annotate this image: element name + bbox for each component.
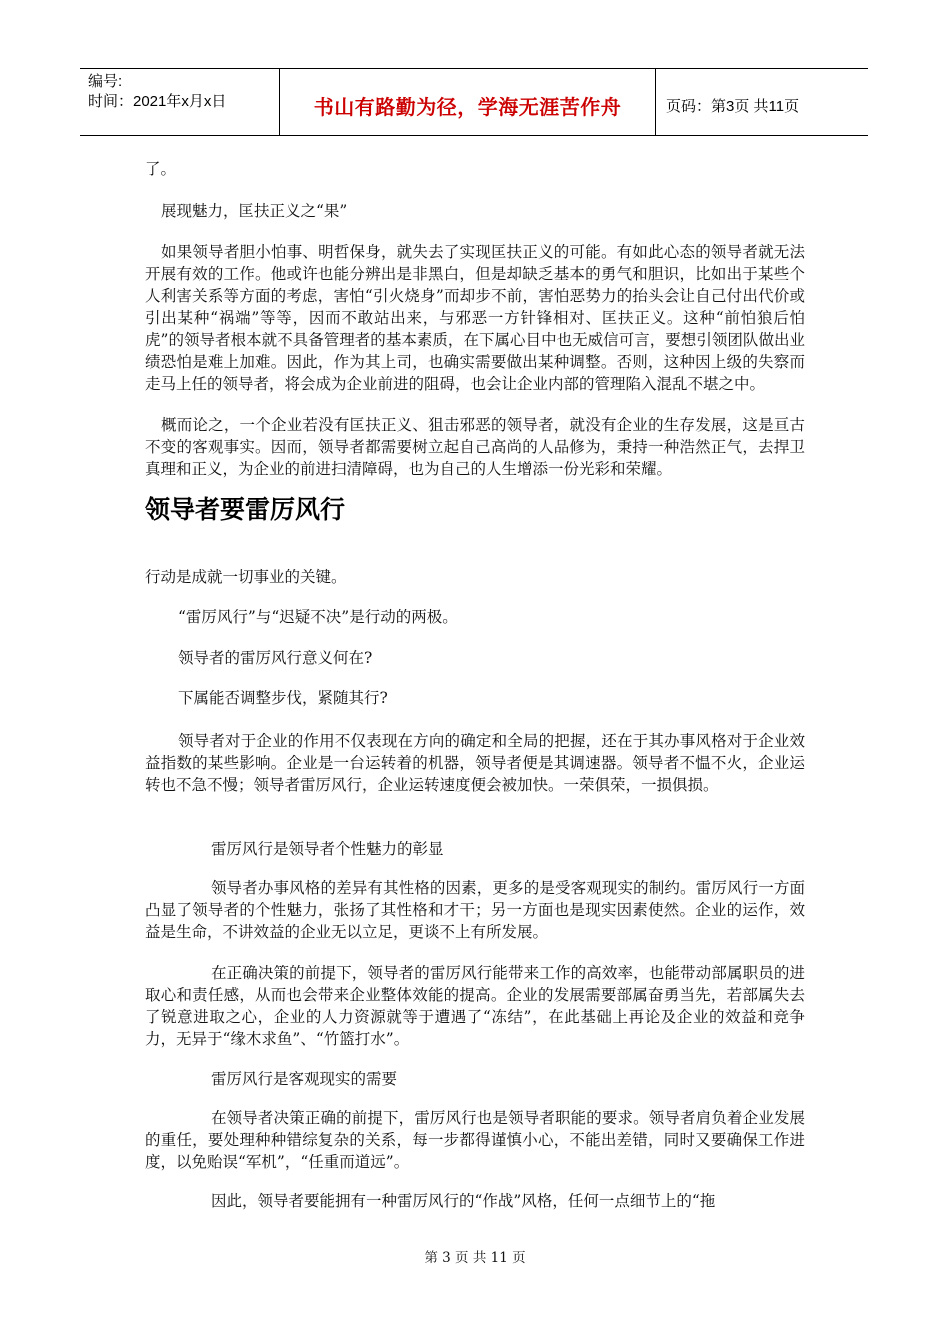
paragraph: 领导者的雷厉风行意义何在? <box>178 649 373 667</box>
document-number-label: 编号: <box>88 73 123 90</box>
header-meta <box>80 69 280 135</box>
paragraph: 了。 <box>145 160 177 178</box>
paragraph: 在领导者决策正确的前提下，雷厉风行也是领导者职能的要求。领导者肩负着企业发展的重任，要处理种种错综复杂的关系，每一步都得谨慎小心，不能出差错，同时又要确保工作进度，以免贻误“军机”，“任重而道远”。 <box>145 1109 805 1171</box>
header-motto: 书山有路勤为径，学海无涯苦作舟 <box>313 94 622 119</box>
paragraph: 行动是成就一切事业的关键。 <box>145 568 347 586</box>
paragraph: 领导者办事风格的差异有其性格的因素，更多的是受客观现实的制约。雷厉风行一方面凸显了领导者的个性魅力，张扬了其性格和才干；另一方面也是现实因素使然。企业的运作，效益是生命，不讲效益的企业无以立足，更谈不上有所发展。 <box>145 879 805 941</box>
paragraph: 因此，领导者要能拥有一种雷厉风行的“作战”风格，任何一点细节上的“拖 <box>211 1192 716 1210</box>
paragraph: 领导者对于企业的作用不仅表现在方向的确定和全局的把握，还在于其办事风格对于企业效益指数的某些影响。企业是一台运转着的机器，领导者便是其调速器。领导者不愠不火，企业运转也不急不慢；领导者雷厉风行，企业运转速度便会被加快。一荣俱荣，一损俱损。 <box>145 732 805 794</box>
paragraph: 在正确决策的前提下，领导者的雷厉风行能带来工作的高效率，也能带动部属职员的进取心和责任感，从而也会带来企业整体效能的提高。企业的发展需要部属奋勇当先，若部属失去了锐意进取之心，企业的人力资源就等于遭遇了“冻结”，在此基础上再论及企业的效益和竞争力，无异于“缘木求鱼”、“竹篮打水”。 <box>145 964 805 1048</box>
page-header <box>80 68 868 136</box>
section-heading: 领导者要雷厉风行 <box>145 495 346 524</box>
paragraph: 如果领导者胆小怕事、明哲保身，就失去了实现匡扶正义的可能。有如此心态的领导者就无法开展有效的工作。他或许也能分辨出是非黑白，但是却缺乏基本的勇气和胆识，比如出于某些个人利害关系等方面的考虑，害怕“引火烧身”而却步不前，害怕恶势力的抬头会让自己付出代价或引出某种“祸端”等等，因而不敢站出来，与邪恶一方针锋相对、匡扶正义。这种“前怕狼后怕虎”的领导者根本就不具备管理者的基本素质，在下属心目中也无威信可言，要想引领团队做出业绩恐怕是难上加难。因此，作为其上司，也确实需要做出某种调整。否则，这种因上级的失察而走马上任的领导者，将会成为企业前进的阻碍，也会让企业内部的管理陷入混乱不堪之中。 <box>145 243 805 393</box>
paragraph: “雷厉风行”与“迟疑不决”是行动的两极。 <box>178 608 458 626</box>
footer-page-indicator: 第 3 页 共 11 页 <box>424 1250 526 1266</box>
page-footer <box>0 1246 950 1266</box>
subsection-title: 雷厉风行是领导者个性魅力的彰显 <box>211 840 444 858</box>
paragraph: 下属能否调整步伐，紧随其行? <box>178 689 388 707</box>
section-subtitle: 展现魅力，匡扶正义之“果” <box>161 202 348 220</box>
paragraph: 概而论之，一个企业若没有匡扶正义、狙击邪恶的领导者，就没有企业的生存发展，这是亘古不变的客观事实。因而，领导者都需要树立起自己高尚的人品修为，秉持一种浩然正气，去捍卫真理和正义，为企业的前进扫清障碍，也为自己的人生增添一份光彩和荣耀。 <box>145 416 805 478</box>
header-page-code: 页码：第3页 共11页 <box>666 97 800 115</box>
document-time-label: 时间：2021年x月x日 <box>88 93 227 110</box>
header-page-code-cell <box>656 69 868 135</box>
header-motto-cell <box>280 69 656 135</box>
subsection-title: 雷厉风行是客观现实的需要 <box>211 1070 398 1088</box>
document-body-upper <box>145 152 805 480</box>
